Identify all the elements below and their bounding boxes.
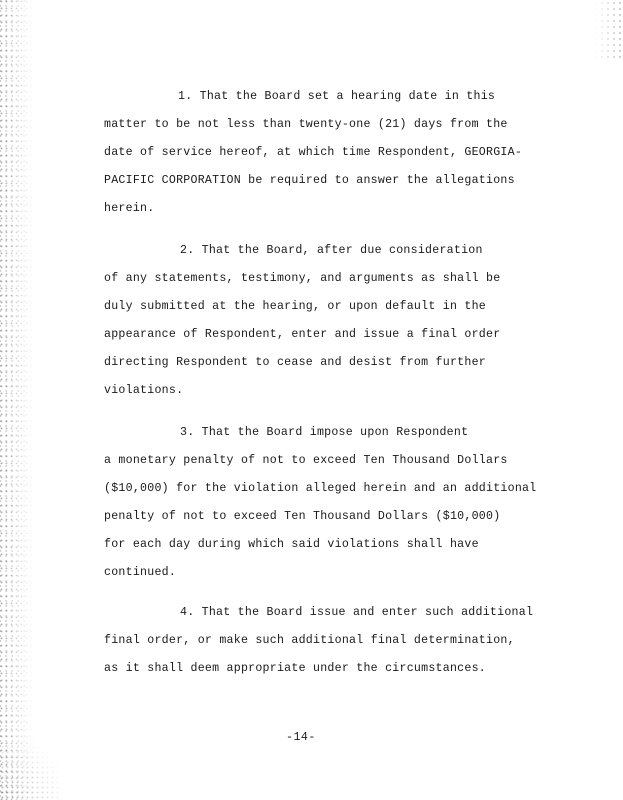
paragraph-4-line-1: 4. That the Board issue and enter such additional [180,606,534,619]
paragraph-3-line-4: penalty of not to exceed Ten Thousand Dollars ($10,000) [104,510,501,523]
page-number: -14- [286,731,316,744]
paragraph-2-line-5: directing Respondent to cease and desist from further [104,356,486,369]
paragraph-2-line-1: 2. That the Board, after due consideration [180,244,483,257]
paragraph-1-line-1: 1. That the Board set a hearing date in this [178,90,496,103]
paragraph-1-line-4: PACIFIC CORPORATION be required to answer the allegations [104,174,515,187]
paragraph-2-line-4: appearance of Respondent, enter and issue a final order [104,328,501,341]
paragraph-2-line-3: duly submitted at the hearing, or upon default in the [104,300,486,313]
paragraph-3-line-2: a monetary penalty of not to exceed Ten Thousand Dollars [104,454,508,467]
paragraph-2-line-2: of any statements, testimony, and arguments as shall be [104,272,501,285]
paragraph-4-line-3: as it shall deem appropriate under the circumstances. [104,662,486,675]
paragraph-1-line-3: date of service hereof, at which time Respondent, GEORGIA- [104,146,523,159]
paragraph-3-line-1: 3. That the Board impose upon Respondent [180,426,469,439]
paragraph-3-line-5: for each day during which said violations shall have [104,538,479,551]
paragraph-1-line-5: herein. [104,202,155,215]
scan-noise-bottom-left [0,730,60,800]
paragraph-4-line-2: final order, or make such additional final determination, [104,634,515,647]
scan-noise-top-right [593,0,623,60]
paragraph-3-line-6: continued. [104,566,177,579]
paragraph-1-line-2: matter to be not less than twenty-one (21) days from the [104,118,508,131]
scan-noise-left [0,0,34,800]
paragraph-2-line-6: violations. [104,384,184,397]
paragraph-3-line-3: ($10,000) for the violation alleged herein and an additional [104,482,537,495]
